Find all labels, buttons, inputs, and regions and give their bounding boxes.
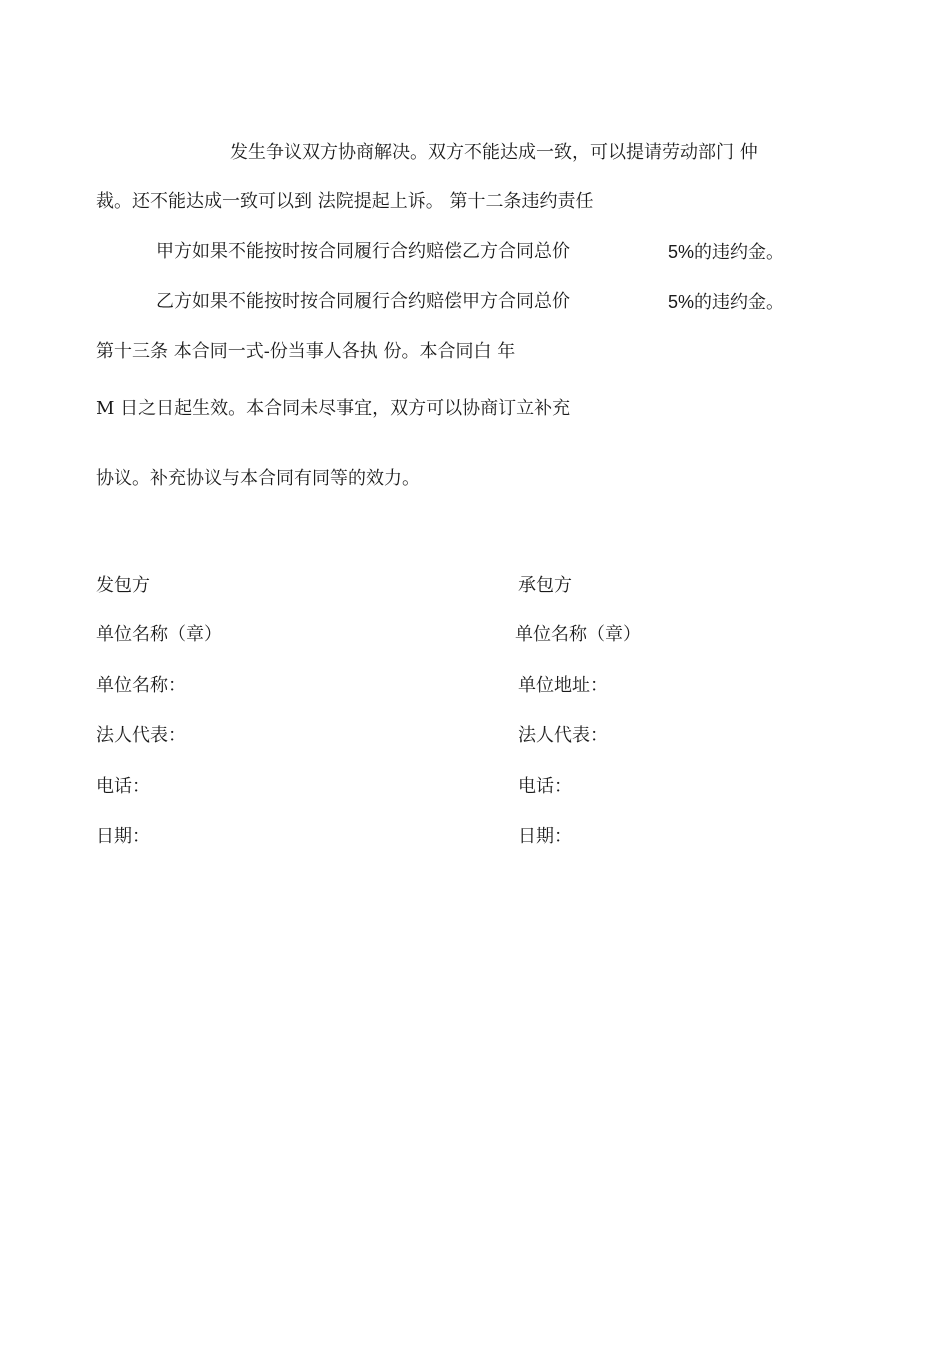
contractor-title: 承包方 <box>518 575 572 596</box>
clause13-line-1: 第十三条 本合同一式-份当事人各执 份。本合同白 年 <box>96 341 516 362</box>
employer-unit-seal: 单位名称（章） <box>96 624 222 645</box>
clause13-line-2: M 日之日起生效。本合同未尽事宜，双方可以协商订立补充 <box>96 398 571 419</box>
party-b-penalty-text: 乙方如果不能按时按合同履行合约赔偿甲方合同总价 <box>156 291 570 312</box>
employer-legal-rep: 法人代表： <box>96 725 186 746</box>
contractor-legal-rep: 法人代表： <box>518 725 608 746</box>
contractor-phone: 电话： <box>518 776 572 797</box>
party-b-penalty-rate: 5%的违约金。 <box>668 292 785 312</box>
employer-title: 发包方 <box>96 575 150 596</box>
dispute-line-1: 发生争议双方协商解决。双方不能达成一致，可以提请劳动部门 仲 <box>230 142 758 163</box>
party-a-penalty-rate: 5%的违约金。 <box>668 242 785 262</box>
contractor-unit-seal: 单位名称（章） <box>515 624 641 645</box>
clause13-line-3: 协议。补充协议与本合同有同等的效力。 <box>96 468 420 489</box>
contractor-date: 日期： <box>518 826 572 847</box>
employer-unit-name: 单位名称： <box>96 675 186 696</box>
dispute-line-2: 裁。还不能达成一致可以到 法院提起上诉。 第十二条违约责任 <box>96 191 594 212</box>
contractor-unit-address: 单位地址： <box>518 675 608 696</box>
employer-date: 日期： <box>96 826 150 847</box>
employer-phone: 电话： <box>96 776 150 797</box>
party-a-penalty-text: 甲方如果不能按时按合同履行合约赔偿乙方合同总价 <box>156 241 570 262</box>
